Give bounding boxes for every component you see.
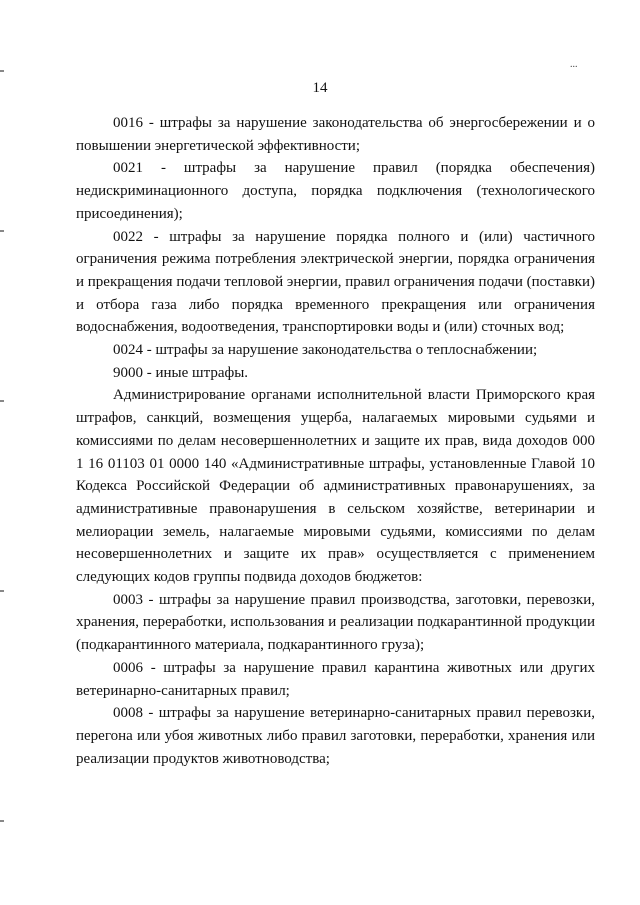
paragraph-0021: 0021 - штрафы за нарушение правил (порядка обеспечения) недискриминационного доступа, порядка подключения (технологического присоединения);: [76, 160, 595, 222]
paragraph-0016: 0016 - штрафы за нарушение законодательства об энергосбережении и о повышении энергетической эффективности;: [76, 115, 595, 154]
margin-tick: [0, 590, 4, 592]
paragraph-0024: 0024 - штрафы за нарушение законодательства о теплоснабжении;: [113, 342, 538, 359]
paragraph-9000: 9000 - иные штрафы.: [113, 364, 249, 381]
margin-tick: [0, 230, 4, 232]
paragraph-0008: 0008 - штрафы за нарушение ветеринарно-санитарных правил перевозки, перегона или убоя животных либо правил заготовки, переработки, хранения или реализации продуктов животноводства;: [76, 705, 595, 767]
document-body: [76, 112, 595, 770]
corner-mark: ...: [570, 59, 578, 70]
margin-tick: [0, 70, 4, 72]
paragraph-administration: Администрирование органами исполнительной власти Приморского края штрафов, санкций, возмещения ущерба, налагаемых мировыми судьями и комиссиями по делам несовершеннолетних и защите их прав, вида доходов 000 1 16 01103 01 0000 140 «Административные штрафы, установленные Главой 10 Кодекса Российской Федерации об административных правонарушениях, за административные правонарушения в сельском хозяйстве, ветеринарии и мелиорации земель, налагаемые мировыми судьями, комиссиями по делам несовершеннолетних и защите их прав» осуществляется с применением следующих кодов группы подвида доходов бюджетов:: [76, 387, 595, 586]
margin-tick: [0, 400, 4, 402]
paragraph-0006: 0006 - штрафы за нарушение правил карантина животных или других ветеринарно-санитарных правил;: [76, 659, 595, 699]
paragraph-0022: 0022 - штрафы за нарушение порядка полного и (или) частичного ограничения режима потребления электрической энергии, порядка ограничения и прекращения подачи тепловой энергии, правил ограничения подачи (поставки) и отбора газа либо порядка временного прекращения или ограничения водоснабжения, водоотведения, транспортировки воды и (или) сточных вод;: [76, 228, 595, 336]
page-number: 14: [312, 80, 328, 96]
paragraph-0003: 0003 - штрафы за нарушение правил производства, заготовки, перевозки, хранения, переработки, использования и реализации подкарантинной продукции (подкарантинного материала, подкарантинного груза);: [76, 591, 595, 654]
margin-tick: [0, 820, 4, 822]
